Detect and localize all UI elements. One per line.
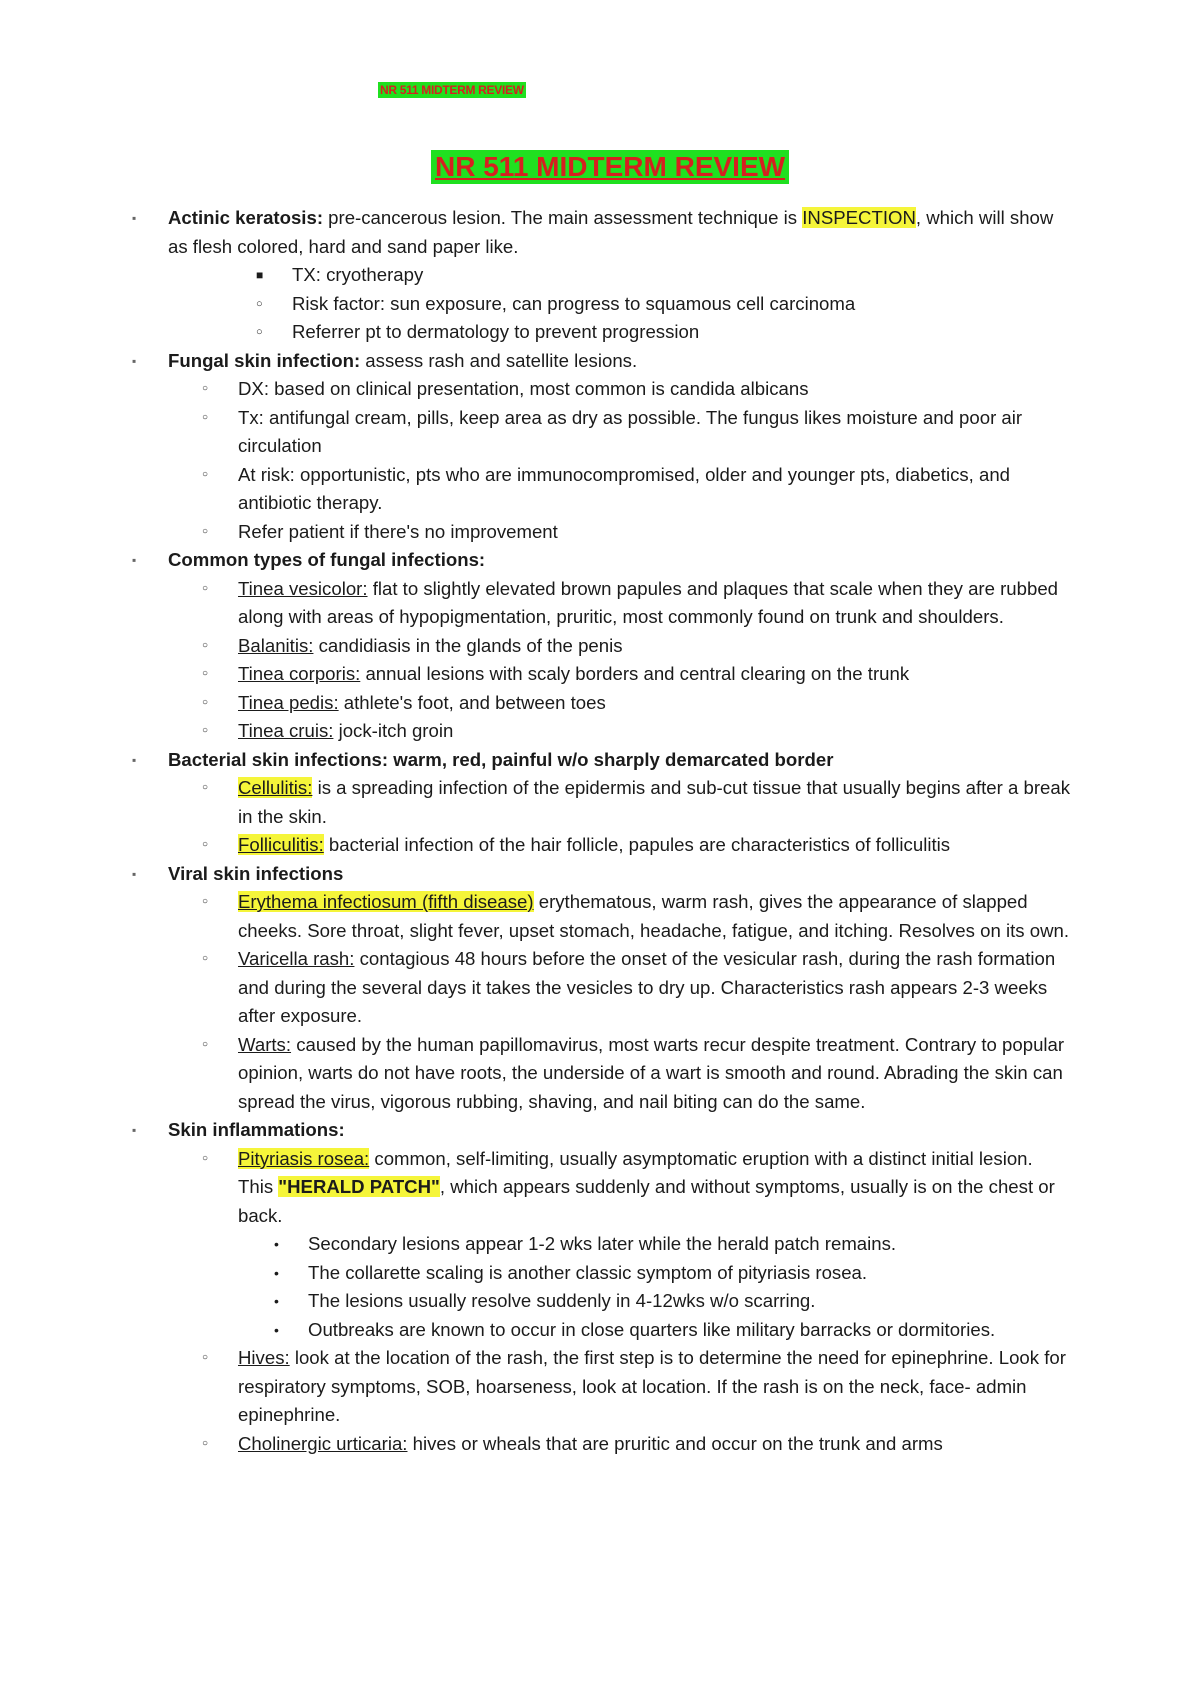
- circle-bullet-icon: ○: [256, 326, 263, 338]
- circle-bullet-icon: ○: [202, 668, 209, 679]
- list-item: ○ Referrer pt to dermatology to prevent progression: [132, 318, 1072, 347]
- list-item-bacterial: ▪ Bacterial skin infections: warm, red, painful w/o sharply demarcated border: [132, 746, 1072, 775]
- list-item: ○ Risk factor: sun exposure, can progress to squamous cell carcinoma: [132, 290, 1072, 319]
- list-item-viral: ▪ Viral skin infections: [132, 860, 1072, 889]
- circle-bullet-icon: ○: [202, 1437, 209, 1449]
- list-item: ○ Balanitis: candidiasis in the glands of the penis: [132, 632, 1072, 661]
- list-item: ○ Warts: caused by the human papillomavirus, most warts recur despite treatment. Contrary to popular opinion, warts do not have roots, the underside of a wart is smooth and round. Abrading the skin can spread the virus, vigorous rubbing, shaving, and nail biting can do the same.: [132, 1031, 1072, 1117]
- list-item: ○ DX: based on clinical presentation, most common is candida albicans: [132, 375, 1072, 404]
- filled-bullet-icon: •: [274, 1264, 279, 1281]
- circle-bullet-icon: ○: [202, 383, 209, 394]
- filled-bullet-icon: •: [274, 1321, 279, 1338]
- circle-bullet-icon: ○: [256, 297, 263, 310]
- list-item: ○ Tinea vesicolor: flat to slightly elevated brown papules and plaques that scale when they are rubbed along with areas of hypopigmentation, pruritic, most commonly found on trunk and shoulders.: [132, 575, 1072, 632]
- circle-bullet-icon: ○: [202, 1152, 209, 1164]
- square-bullet-icon: ▪: [132, 1123, 137, 1137]
- list-item: ○ Cellulitis: is a spreading infection of the epidermis and sub-cut tissue that usually begins after a break in the skin.: [132, 774, 1072, 831]
- circle-bullet-icon: ○: [202, 696, 209, 708]
- page-title: NR 511 MIDTERM REVIEW: [431, 150, 789, 184]
- circle-bullet-icon: ○: [202, 525, 209, 537]
- list-item: ○ Tinea pedis: athlete's foot, and between toes: [132, 689, 1072, 718]
- circle-bullet-icon: ○: [202, 1352, 209, 1363]
- list-item: ○ Cholinergic urticaria: hives or wheals that are pruritic and occur on the trunk and arms: [132, 1430, 1072, 1459]
- list-item: ○ Pityriasis rosea: common, self-limiting, usually asymptomatic eruption with a distinct initial lesion. This "HERALD PATCH", which appears suddenly and without symptoms, usually is on the chest or back.: [132, 1145, 1072, 1231]
- highlight-herald-patch: "HERALD PATCH": [278, 1176, 440, 1197]
- circle-bullet-icon: ○: [202, 582, 209, 594]
- square-bullet-icon: ▪: [132, 211, 137, 225]
- circle-bullet-icon: ○: [202, 468, 209, 480]
- list-item-fungal: ▪ Fungal skin infection: assess rash and satellite lesions.: [132, 347, 1072, 376]
- square-bullet-icon: ▪: [132, 752, 137, 767]
- filled-bullet-icon: •: [274, 1236, 279, 1252]
- list-item-common: ▪ Common types of fungal infections:: [132, 546, 1072, 575]
- list-item: ○ Erythema infectiosum (fifth disease) erythematous, warm rash, gives the appearance of slapped cheeks. Sore throat, slight fever, upset stomach, headache, fatigue, and itching. Resolves on its own.: [132, 888, 1072, 945]
- list-item: ○ Tx: antifungal cream, pills, keep area as dry as possible. The fungus likes moisture and poor air circulation: [132, 404, 1072, 461]
- list-item: • Secondary lesions appear 1-2 wks later while the herald patch remains.: [132, 1230, 1072, 1259]
- list-item: • The collarette scaling is another classic symptom of pityriasis rosea.: [132, 1259, 1072, 1288]
- list-item: ○ Refer patient if there's no improvement: [132, 518, 1072, 547]
- list-item: ○ Varicella rash: contagious 48 hours before the onset of the vesicular rash, during the rash formation and during the several days it takes the vesicles to dry up. Characteristics rash appears 2-3 weeks after exposure.: [132, 945, 1072, 1031]
- list-item: ○ At risk: opportunistic, pts who are immunocompromised, older and younger pts, diabetics, and antibiotic therapy.: [132, 461, 1072, 518]
- circle-bullet-icon: ○: [202, 896, 209, 907]
- circle-bullet-icon: ○: [202, 953, 209, 964]
- circle-bullet-icon: ○: [202, 782, 209, 793]
- list-item: • Outbreaks are known to occur in close quarters like military barracks or dormitories.: [132, 1316, 1072, 1345]
- circle-bullet-icon: ○: [202, 411, 209, 423]
- square-bullet-icon: ▪: [132, 553, 137, 567]
- circle-bullet-icon: ○: [202, 725, 209, 736]
- list-item-inflammation: ▪ Skin inflammations:: [132, 1116, 1072, 1145]
- header-tag: NR 511 MIDTERM REVIEW: [380, 83, 524, 97]
- highlight-inspection: INSPECTION: [802, 207, 916, 228]
- list-item: ○ Folliculitis: bacterial infection of the hair follicle, papules are characteristics of folliculitis: [132, 831, 1072, 860]
- circle-bullet-icon: ○: [202, 839, 209, 850]
- list-item: ○ Tinea cruis: jock-itch groin: [132, 717, 1072, 746]
- document-body: [132, 204, 1072, 1458]
- list-item: • The lesions usually resolve suddenly in 4-12wks w/o scarring.: [132, 1287, 1072, 1316]
- filled-bullet-icon: •: [274, 1293, 279, 1309]
- circle-bullet-icon: ○: [202, 639, 209, 651]
- square-bullet-icon: ▪: [132, 866, 137, 881]
- list-item-actinic: ▪ Actinic keratosis: pre-cancerous lesion. The main assessment technique is INSPECTION, which will show as flesh colored, hard and sand paper like.: [132, 204, 1072, 261]
- list-item: ○ Tinea corporis: annual lesions with scaly borders and central clearing on the trunk: [132, 660, 1072, 689]
- list-item-tx: ■ TX: cryotherapy: [132, 261, 1072, 290]
- list-item: ○ Hives: look at the location of the rash, the first step is to determine the need for epinephrine. Look for respiratory symptoms, SOB, hoarseness, look at location. If the rash is on the neck, face- admin epinephrine.: [132, 1344, 1072, 1430]
- filled-bullet-icon: ■: [256, 268, 264, 282]
- circle-bullet-icon: ○: [202, 1038, 209, 1050]
- term-actinic: Actinic keratosis:: [168, 207, 324, 228]
- square-bullet-icon: ▪: [132, 353, 137, 368]
